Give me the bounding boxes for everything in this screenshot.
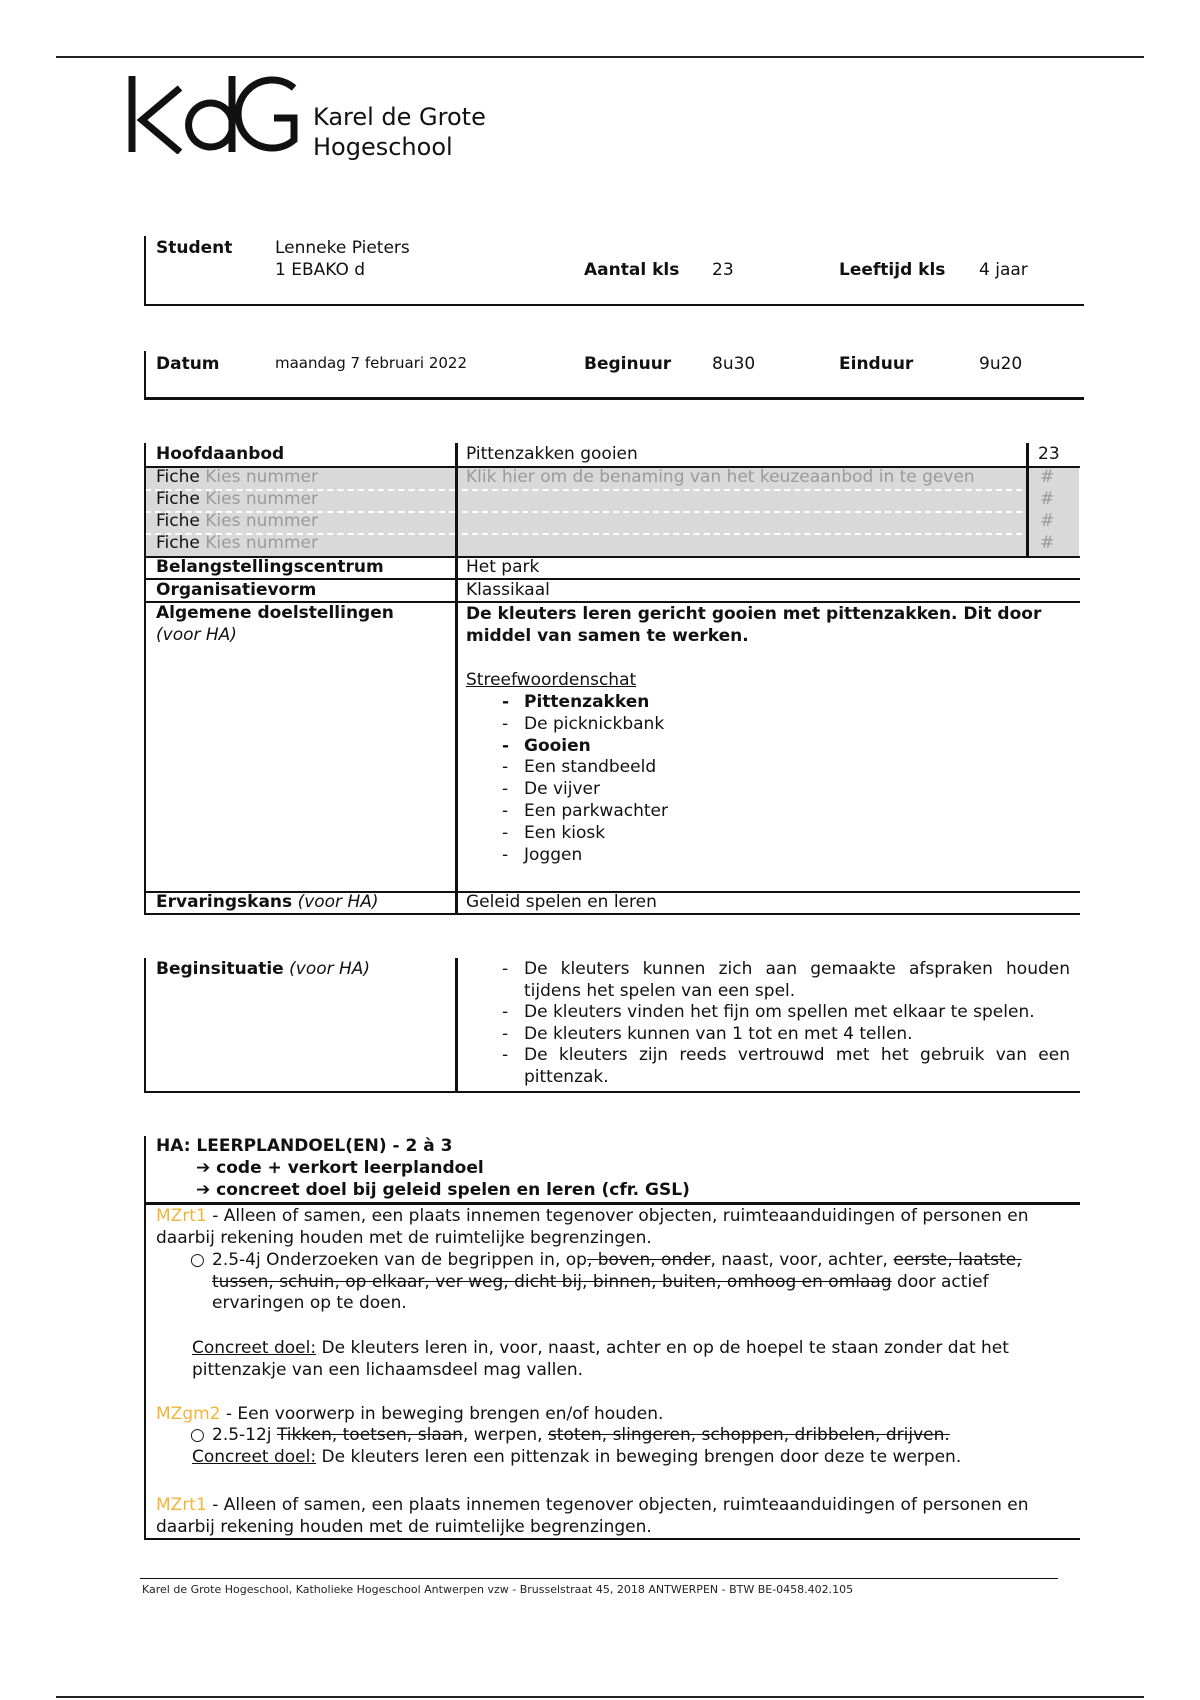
ervaringskans-label [156,892,379,912]
aantal-label: Aantal kls [584,260,680,280]
table-number-divider [1026,443,1029,557]
ervaringskans-value: Geleid spelen en leren [466,892,657,912]
goal-code: MZgm2 [156,1404,221,1424]
list-item: - Gooien [502,736,668,758]
fiche-label: Fiche [156,467,200,487]
logo-line-1: Karel de Grote [313,103,486,131]
list-item: - Joggen [502,845,668,867]
streefwoordenschat-label: Streefwoordenschat [466,670,637,690]
fiche-number-dropdown[interactable]: Kies nummer [205,489,318,509]
goal-sub-text: , naast, voor, achter, [710,1250,894,1270]
datum-value: maandag 7 februari 2022 [275,354,467,372]
dash-sep [462,511,1022,513]
box-left-border [144,236,146,306]
logo-line-2: Hogeschool [313,133,453,161]
fiche-number-dropdown[interactable]: Kies nummer [205,533,318,553]
footer-rule [140,1578,1058,1579]
goal-1-sub [190,1250,1058,1315]
leeftijd-label: Leeftijd kls [839,260,946,280]
goal-3 [156,1495,1068,1538]
belangstellingscentrum-value: Het park [466,557,540,577]
table-col-divider [455,443,458,915]
goal-sub-text: door actief ervaringen op te doen. [212,1271,989,1313]
goal-2 [156,1404,663,1424]
list-item: - Een standbeeld [502,757,668,779]
page-bottom-rule [56,1696,1144,1698]
table-col-divider [455,958,458,1093]
fiche-row[interactable] [156,511,318,531]
circle-bullet-icon: ○ [190,1425,205,1445]
organisatievorm-label: Organisatievorm [156,580,317,600]
goal-sub-struck: eerste, laatste, tussen, schuin, op elkaar, ver weg, dicht bij, binnen, buiten, omhoog en omlaag [212,1250,1022,1292]
hoofdaanbod-number: 23 [1038,444,1060,464]
goal-sub-struck: Tikken, toetsen, slaan [276,1425,463,1445]
fiche-number-hash: # [1040,467,1055,487]
student-name: Lenneke Pieters [275,238,410,258]
list-item: - Pittenzakken [502,692,668,714]
arrow-line-1-text: code + verkort leerplandoel [216,1158,484,1178]
beginsituatie-label [156,959,370,979]
hoofdaanbod-label: Hoofdaanbod [156,444,285,464]
table-left-border [144,958,146,1093]
list-item: - De vijver [502,779,668,801]
concreet-doel-text: De kleuters leren in, voor, naast, achter en op de hoepel te staan zonder dat het pittenzakje van een lichaamsdeel mag vallen. [192,1338,1009,1380]
box-left-border [144,351,146,400]
table-left-border [144,443,146,915]
einduur-value: 9u20 [979,354,1023,374]
ervaringskans-label-text: Ervaringskans [156,892,293,912]
row-line [144,1091,1080,1093]
beginsituatie-label-text: Beginsituatie [156,959,284,979]
goal-sub-text: , werpen, [462,1425,548,1445]
goal-sub-text: 2.5-12j [212,1425,277,1445]
page-top-rule [56,56,1144,58]
concreet-doel-label: Concreet doel: [192,1447,317,1467]
einduur-label: Einduur [839,354,914,374]
list-item: - De kleuters zijn reeds vertrouwd met het gebruik van een pittenzak. [502,1045,1070,1088]
algemene-doelstellingen-sub: (voor HA) [156,625,237,645]
goal-sub-struck: stoten, slingeren, schoppen, dribbelen, drijven. [547,1425,950,1445]
fiche-number-hash: # [1040,511,1055,531]
goal-text: - Alleen of samen, een plaats innemen tegenover objecten, ruimteaanduidingen of personen en daarbij rekening houden met de ruimtelijke begrenzingen. [156,1206,1029,1248]
fiche-number-dropdown[interactable]: Kies nummer [205,467,318,487]
belangstellingscentrum-label: Belangstellingscentrum [156,557,384,577]
fiche-label: Fiche [156,511,200,531]
list-item: - De kleuters vinden het fijn om spellen met elkaar te spelen. [502,1002,1070,1024]
goal-1 [156,1206,1068,1249]
circle-bullet-icon: ○ [190,1250,205,1270]
goal-2-sub [190,1425,950,1445]
goal-1-concreet [192,1338,1072,1381]
algemene-doelstellingen-value: De kleuters leren gericht gooien met pittenzakken. Dit door middel van samen te werken. [466,604,1042,646]
box-bottom-border [144,304,1084,306]
goal-2-concreet [192,1447,961,1467]
beginuur-value: 8u30 [712,354,756,374]
footer-text: Karel de Grote Hogeschool, Katholieke Hogeschool Antwerpen vzw - Brusselstraat 45, 2018 ANTWERPEN - BTW BE-0458.402.105 [142,1583,854,1596]
fiche-number-hash: # [1040,533,1055,553]
section-bottom-rule [144,1538,1080,1540]
fiche-label: Fiche [156,533,200,553]
student-label: Student [156,238,233,258]
concreet-doel-label: Concreet doel: [192,1338,317,1358]
kdg-logo [128,74,298,159]
goal-code: MZrt1 [156,1495,207,1515]
beginuur-label: Beginuur [584,354,672,374]
kdg-logo-mark [128,74,298,154]
section-header-rule [144,1202,1080,1205]
row-line [144,913,1080,915]
concreet-doel-text: De kleuters leren een pittenzak in beweging brengen door deze te werpen. [316,1447,962,1467]
ervaringskans-sub: (voor HA) [297,892,379,912]
section-left-border [144,1136,146,1540]
list-item: - Een kiosk [502,823,668,845]
datum-label: Datum [156,354,220,374]
arrow-right-icon: ➔ [196,1158,211,1178]
arrow-line-1 [196,1158,484,1178]
list-item: - De kleuters kunnen zich aan gemaakte afspraken houden tijdens het spelen van een spel. [502,959,1070,1002]
box-bottom-border [144,397,1084,400]
fiche-row[interactable] [156,489,318,509]
dash-sep [462,533,1022,535]
streefwoordenschat-list [502,692,668,866]
goal-sub-text: 2.5-4j Onderzoeken van de begrippen in, op [212,1250,587,1270]
leerplandoelen-title: HA: LEERPLANDOEL(EN) - 2 à 3 [156,1136,453,1156]
organisatievorm-value: Klassikaal [466,580,550,600]
keuzeaanbod-input[interactable]: Klik hier om de benaming van het keuzeaanbod in te geven [466,467,975,487]
goal-text: - Alleen of samen, een plaats innemen tegenover objecten, ruimteaanduidingen of personen en daarbij rekening houden met de ruimtelijke begrenzingen. [156,1495,1029,1537]
goal-text: - Een voorwerp in beweging brengen en/of houden. [220,1404,664,1424]
hoofdaanbod-value: Pittenzakken gooien [466,444,638,464]
fiche-number-hash: # [1040,489,1055,509]
goal-code: MZrt1 [156,1206,207,1226]
aantal-value: 23 [712,260,734,280]
student-class: 1 EBAKO d [275,260,366,280]
fiche-label: Fiche [156,489,200,509]
beginsituatie-sub: (voor HA) [289,959,371,979]
goal-sub-struck: , boven, onder [586,1250,711,1270]
algemene-doelstellingen-label: Algemene doelstellingen [156,603,394,623]
list-item: - De kleuters kunnen van 1 tot en met 4 tellen. [502,1024,1070,1046]
arrow-line-2-text: concreet doel bij geleid spelen en leren (cfr. GSL) [216,1180,690,1200]
leeftijd-value: 4 jaar [979,260,1028,280]
list-item: - Een parkwachter [502,801,668,823]
list-item: - De picknickbank [502,714,668,736]
arrow-right-icon: ➔ [196,1180,211,1200]
beginsituatie-list [502,959,1070,1088]
logo-wordmark [313,102,486,162]
fiche-number-dropdown[interactable]: Kies nummer [205,511,318,531]
arrow-line-2 [196,1180,690,1200]
fiche-row[interactable] [156,533,318,553]
fiche-row[interactable] [156,467,318,487]
dash-sep [462,489,1022,491]
